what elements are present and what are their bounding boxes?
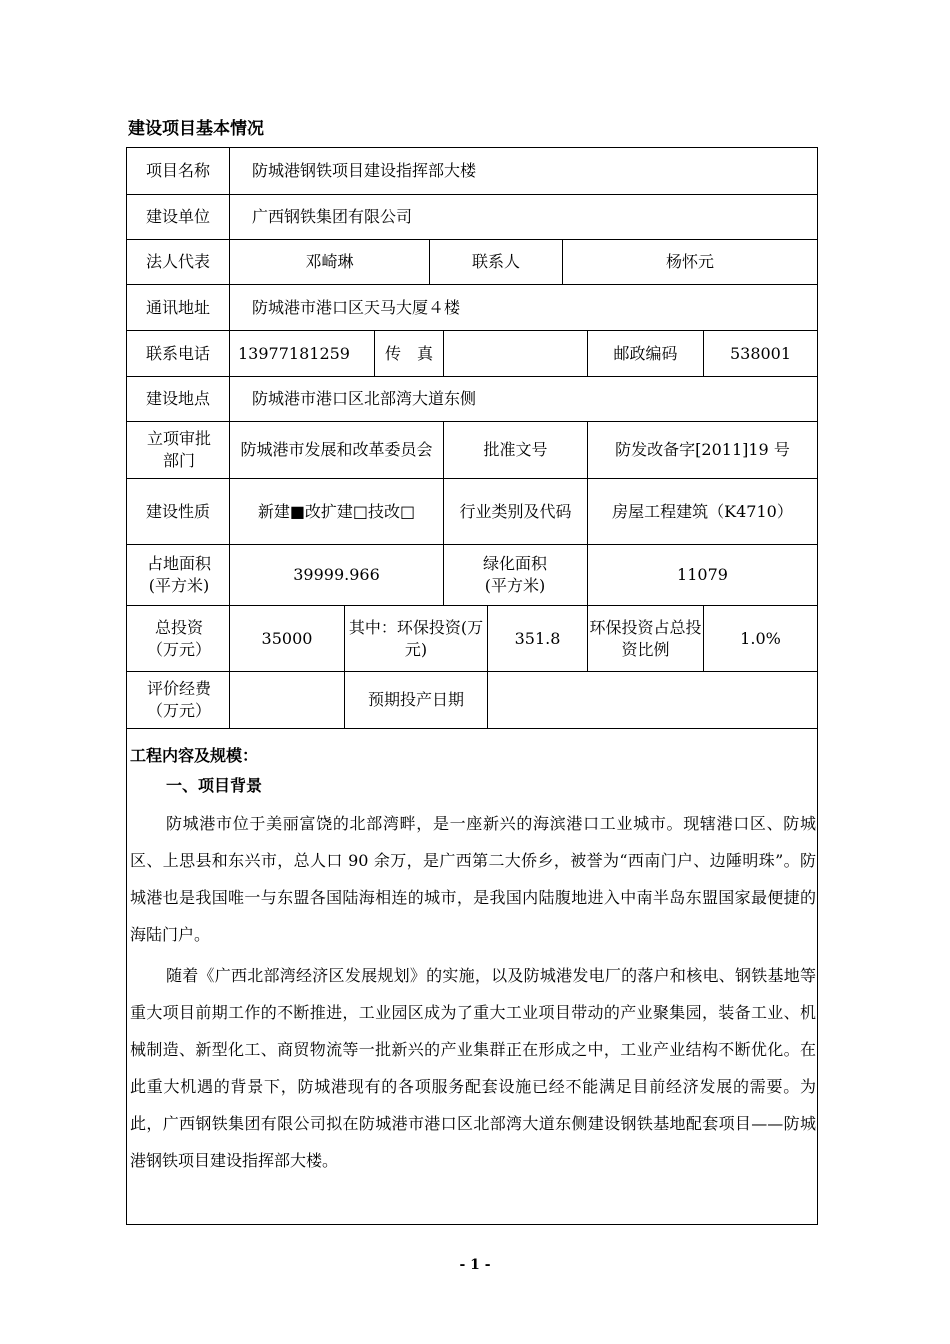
content-title: 工程内容及规模： xyxy=(130,746,259,765)
value-site: 防城港市港口区北部湾大道东侧 xyxy=(252,389,477,408)
value-industry: 房屋工程建筑（K4710） xyxy=(612,501,793,521)
label-builder: 建设单位 xyxy=(145,207,210,226)
value-env-invest: 351.8 xyxy=(514,628,561,648)
paragraph-project-reason: 随着《广西北部湾经济区发展规划》的实施，以及防城港发电厂的落户和核电、钢铁基地等重大项目前期工作的不断推进，工业园区成为了重大工业项目带动的产业聚集园，装备工业、机械制造、新型化工、商贸物流等一批新兴的产业集群正在形成之中，工业产业结构不断优化。在此重大机遇的背景下，防城港现有的各项服务配套设施已经不能满足目前经济发展的需要。为此，广西钢铁集团有限公司拟在防城港市港口区北部湾大道东侧建设钢铁基地配套项目——防城港钢铁项目建设指挥部大楼。 xyxy=(130,966,816,1170)
label-address: 通讯地址 xyxy=(145,297,210,317)
label-project-name: 项目名称 xyxy=(145,161,210,180)
label-green-area: 绿化面积(平方米) xyxy=(482,554,547,595)
label-env-invest: 其中：环保投资(万元) xyxy=(348,617,484,659)
value-fax xyxy=(444,331,587,376)
label-industry: 行业类别及代码 xyxy=(459,501,572,521)
label-env-ratio: 环保投资占总投资比例 xyxy=(589,617,702,659)
value-nature: 新建■改扩建□技改□ xyxy=(257,501,416,521)
value-builder: 广西钢铁集团有限公司 xyxy=(252,207,413,226)
label-legal-rep: 法人代表 xyxy=(145,252,210,271)
value-land-area: 39999.966 xyxy=(293,565,380,584)
value-approval-no: 防发改备字[2011]19 号 xyxy=(615,440,790,459)
label-production-date: 预期投产日期 xyxy=(367,690,464,709)
value-address: 防城港市港口区天马大厦４楼 xyxy=(252,297,461,317)
label-site: 建设地点 xyxy=(145,389,210,408)
value-approval-dept: 防城港市发展和改革委员会 xyxy=(240,440,433,459)
value-project-name: 防城港钢铁项目建设指挥部大楼 xyxy=(252,161,477,180)
value-eval-cost xyxy=(230,672,344,728)
value-production-date xyxy=(488,672,817,728)
label-eval-cost: 评价经费（万元） xyxy=(146,679,211,720)
label-fax: 传 真 xyxy=(384,343,433,363)
value-green-area: 11079 xyxy=(677,565,728,584)
value-total-invest: 35000 xyxy=(261,628,313,648)
label-total-invest: 总投资（万元） xyxy=(146,617,211,659)
label-approval-dept: 立项审批部门 xyxy=(146,429,211,470)
label-postcode: 邮政编码 xyxy=(613,343,678,363)
label-phone: 联系电话 xyxy=(145,343,210,363)
section-heading: 建设项目基本情况 xyxy=(128,119,264,139)
page-number: - 1 - xyxy=(459,1257,491,1273)
label-approval-no: 批准文号 xyxy=(483,440,548,459)
value-phone: 13977181259 xyxy=(238,343,350,363)
paragraph-city-intro: 防城港市位于美丽富饶的北部湾畔，是一座新兴的海滨港口工业城市。现辖港口区、防城区、上思县和东兴市，总人口 90 余万，是广西第二大侨乡，被誉为“西南门户、边陲明珠”。防城港也是我国唯一与东盟各国陆海相连的城市，是我国内陆腹地进入中南半岛东盟国家最便捷的海陆门户。 xyxy=(130,814,816,944)
value-legal-rep: 邓崎琳 xyxy=(305,252,354,271)
label-nature: 建设性质 xyxy=(145,501,210,521)
section-background-title: 一、项目背景 xyxy=(166,776,263,795)
value-postcode: 538001 xyxy=(729,343,792,363)
label-land-area: 占地面积(平方米) xyxy=(146,554,211,595)
value-env-ratio: 1.0% xyxy=(740,628,781,648)
label-contact: 联系人 xyxy=(471,252,520,271)
value-contact: 杨怀元 xyxy=(665,252,714,271)
project-content xyxy=(130,741,816,1179)
